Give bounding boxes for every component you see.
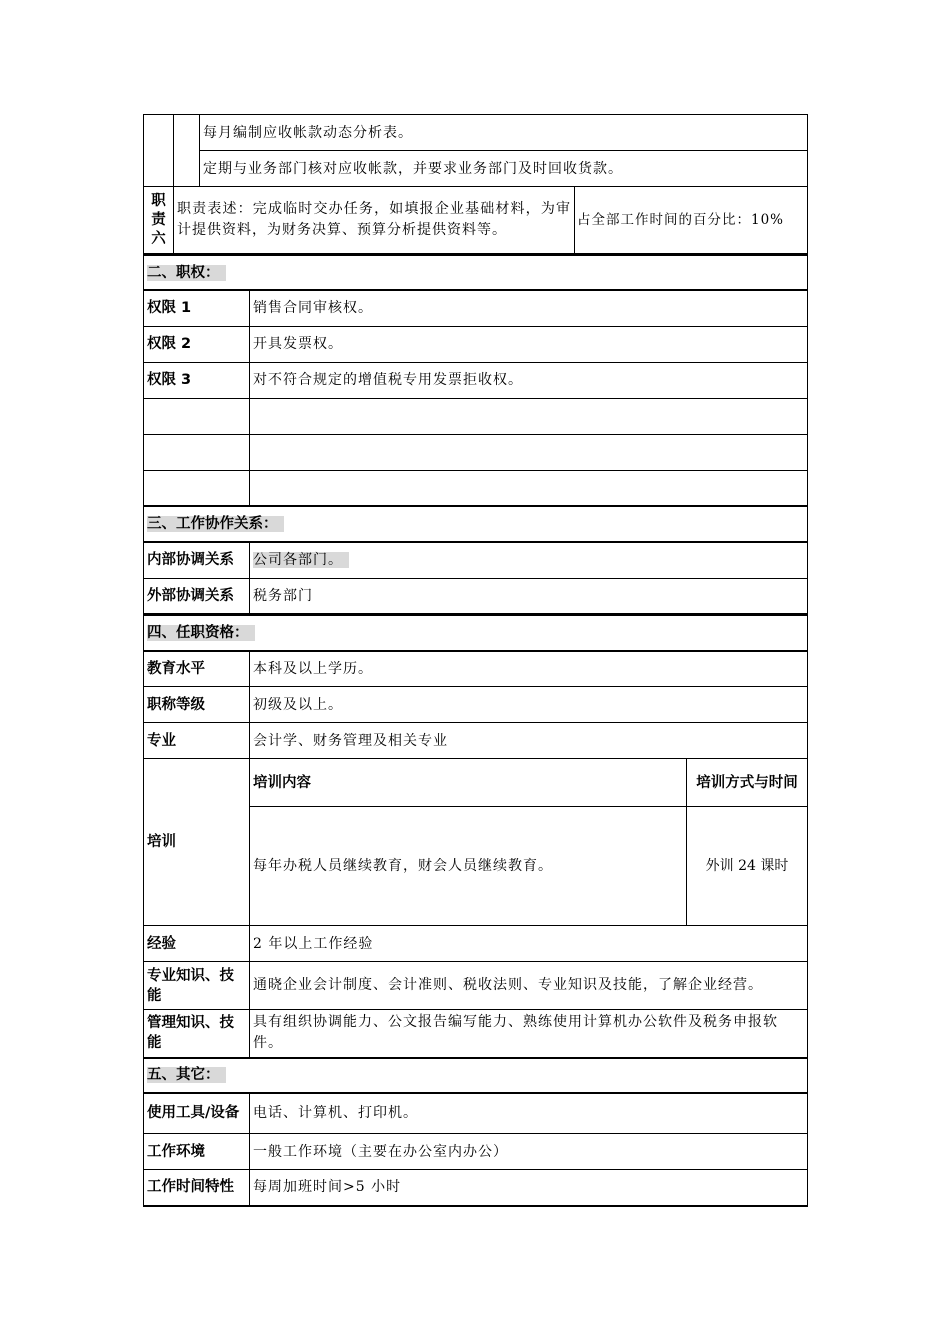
authority-value: 对不符合规定的增值税专用发票拒收权。 (250, 362, 808, 398)
authority-label (144, 398, 250, 434)
education-label: 教育水平 (144, 651, 250, 687)
training-method-header: 培训方式与时间 (687, 759, 808, 807)
major-row (144, 723, 808, 759)
duty-sub-cell (174, 115, 200, 187)
experience-row (144, 926, 808, 962)
experience-value: 2 年以上工作经验 (250, 926, 808, 962)
training-content: 每年办税人员继续教育，财会人员继续教育。 (250, 807, 687, 926)
duty-row (144, 115, 808, 151)
work-time-value: 每周加班时间>5 小时 (250, 1170, 808, 1206)
education-value: 本科及以上学历。 (250, 651, 808, 687)
title-level-value: 初级及以上。 (250, 687, 808, 723)
duty6-row (144, 187, 808, 254)
major-value: 会计学、财务管理及相关专业 (250, 723, 808, 759)
internal-relation-row (144, 542, 808, 578)
mgmt-skill-value: 具有组织协调能力、公文报告编写能力、熟练使用计算机办公软件及税务申报软件。 (250, 1010, 808, 1058)
authority-label (144, 434, 250, 470)
authority-label: 权限 1 (144, 290, 250, 326)
duty-table (143, 114, 808, 254)
tools-row (144, 1093, 808, 1134)
job-description-page (143, 114, 807, 1207)
external-relation-value: 税务部门 (250, 578, 808, 614)
training-content-header: 培训内容 (250, 759, 687, 807)
authority-value: 销售合同审核权。 (250, 290, 808, 326)
section4-title: 四、任职资格： (144, 616, 808, 651)
authority-row (144, 290, 808, 326)
authority-label (144, 470, 250, 506)
authority-row-empty (144, 398, 808, 434)
work-time-row (144, 1170, 808, 1206)
section-header (144, 255, 808, 290)
authority-row-empty (144, 470, 808, 506)
pro-skill-label: 专业知识、技能 (144, 962, 250, 1010)
training-label: 培训 (144, 759, 250, 926)
duty-label-cell (144, 115, 174, 187)
title-level-row (144, 687, 808, 723)
external-relation-label: 外部协调关系 (144, 578, 250, 614)
training-header-row (144, 759, 808, 807)
tools-value: 电话、计算机、打印机。 (250, 1093, 808, 1134)
duty-item: 定期与业务部门核对应收帐款，并要求业务部门及时回收货款。 (200, 151, 808, 187)
env-value: 一般工作环境（主要在办公室内办公） (250, 1134, 808, 1170)
authority-value: 开具发票权。 (250, 326, 808, 362)
external-relation-row (144, 578, 808, 614)
section3-title: 三、工作协作关系： (144, 506, 808, 542)
authority-label: 权限 2 (144, 326, 250, 362)
authority-value (250, 398, 808, 434)
qualification-table (143, 615, 808, 1207)
duty6-description: 职责表述：完成临时交办任务，如填报企业基础材料，为审计提供资料，为财务决算、预算分析提供资料等。 (174, 187, 575, 254)
authority-table (143, 254, 808, 615)
duty6-label: 职 责 六 (144, 187, 174, 254)
mgmt-skill-row (144, 1010, 808, 1058)
mgmt-skill-label: 管理知识、技能 (144, 1010, 250, 1058)
section2-title: 二、职权： (144, 255, 808, 290)
authority-value (250, 470, 808, 506)
section-header (144, 616, 808, 651)
section5-title: 五、其它： (144, 1058, 808, 1093)
duty6-time-percent: 占全部工作时间的百分比：10% (575, 187, 808, 254)
training-method: 外训 24 课时 (687, 807, 808, 926)
section-header (144, 506, 808, 542)
authority-row-empty (144, 434, 808, 470)
work-time-label: 工作时间特性 (144, 1170, 250, 1206)
experience-label: 经验 (144, 926, 250, 962)
internal-relation-value: 公司各部门。 (250, 542, 808, 578)
duty-item: 每月编制应收帐款动态分析表。 (200, 115, 808, 151)
education-row (144, 651, 808, 687)
pro-skill-value: 通晓企业会计制度、会计准则、税收法则、专业知识及技能，了解企业经营。 (250, 962, 808, 1010)
internal-relation-label: 内部协调关系 (144, 542, 250, 578)
authority-row (144, 326, 808, 362)
duty-row (144, 151, 808, 187)
tools-label: 使用工具/设备 (144, 1093, 250, 1134)
pro-skill-row (144, 962, 808, 1010)
authority-row (144, 362, 808, 398)
env-row (144, 1134, 808, 1170)
title-level-label: 职称等级 (144, 687, 250, 723)
section-header (144, 1058, 808, 1093)
authority-label: 权限 3 (144, 362, 250, 398)
env-label: 工作环境 (144, 1134, 250, 1170)
major-label: 专业 (144, 723, 250, 759)
authority-value (250, 434, 808, 470)
